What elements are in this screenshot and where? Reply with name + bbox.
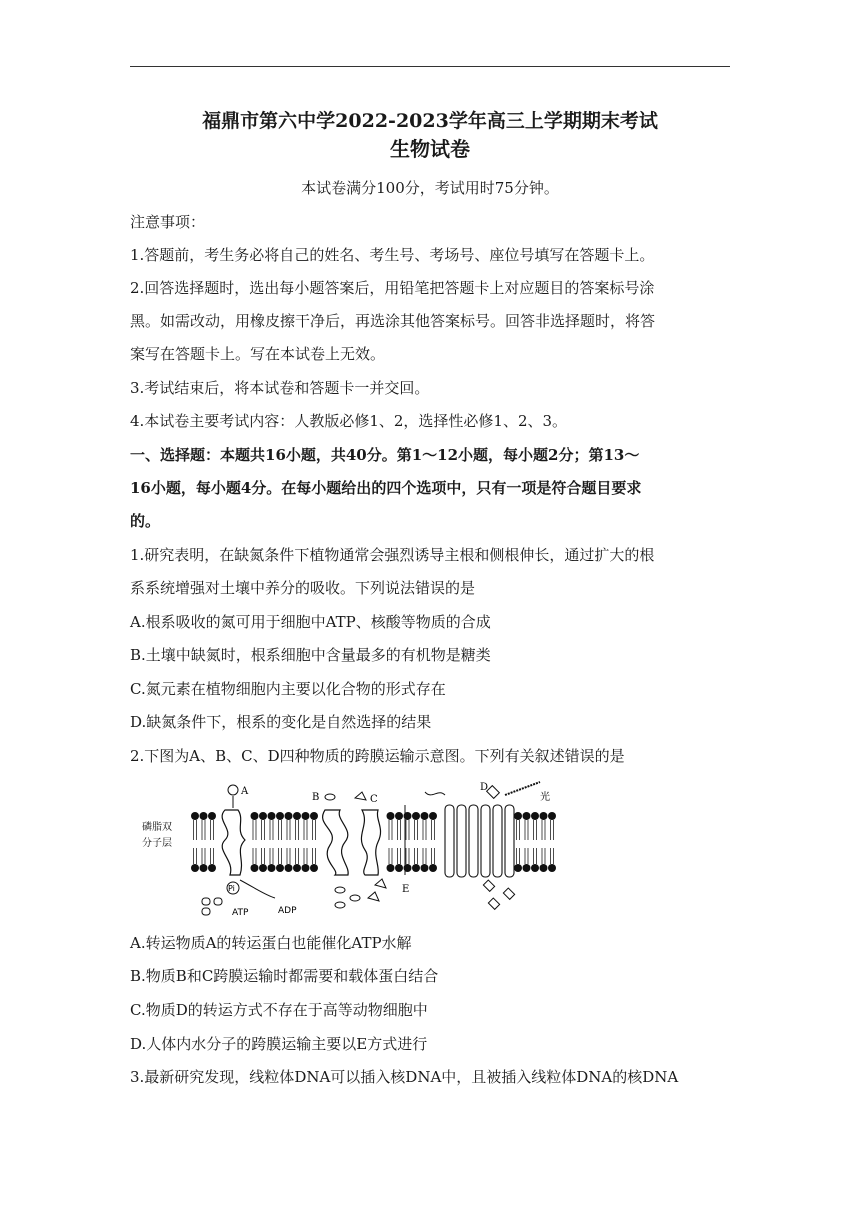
phospholipid-head <box>548 812 556 820</box>
notice-item: 黑。如需改动，用橡皮擦干净后，再选涂其他答案标号。回答非选择题时，将答 <box>130 312 656 330</box>
exam-subtitle: 生物试卷 <box>390 137 470 161</box>
layer-label-line2: 分子层 <box>142 838 172 849</box>
phospholipid-head <box>268 864 276 872</box>
notice-item: 案写在答题卡上。写在本试卷上无效。 <box>130 345 386 363</box>
question-option: C.氮元素在植物细胞内主要以化合物的形式存在 <box>130 680 446 698</box>
phospholipid-head <box>514 864 522 872</box>
phospholipid-head <box>285 812 293 820</box>
label-light: 光 <box>540 792 550 803</box>
protein-d-bundle <box>445 805 514 877</box>
protein-c-carrier <box>361 810 380 875</box>
phospholipid-head <box>387 812 395 820</box>
phospholipid-head <box>412 864 420 872</box>
molecule-d <box>487 786 500 799</box>
question-option: A.转运物质A的转运蛋白也能催化ATP水解 <box>130 934 412 952</box>
phospholipid-head <box>412 812 420 820</box>
layer-label-line1: 磷脂双 <box>142 822 172 833</box>
small-molecule <box>202 908 210 915</box>
question-option: C.物质D的转运方式不存在于高等动物细胞中 <box>130 1001 428 1019</box>
label-e: E <box>402 884 410 895</box>
light-ray <box>505 782 540 795</box>
section-heading: 16小题，每小题4分。在每小题给出的四个选项中，只有一项是符合题目要求 <box>130 479 642 497</box>
question-stem: 1.研究表明，在缺氮条件下植物通常会强烈诱导主根和侧根伸长，通过扩大的根 <box>130 546 655 564</box>
phospholipid-head <box>523 864 531 872</box>
notice-item: 2.回答选择题时，选出每小题答案后，用铅笔把答题卡上对应题目的答案标号涂 <box>130 279 655 297</box>
phospholipid-head <box>276 864 284 872</box>
question-stem: 系系统增强对土壤中养分的吸收。下列说法错误的是 <box>130 579 476 597</box>
question-option: B.物质B和C跨膜运输时都需要和载体蛋白结合 <box>130 967 439 985</box>
molecule-c-inside <box>368 892 379 901</box>
membrane-transport-figure <box>140 780 560 920</box>
label-b: B <box>312 792 320 803</box>
phospholipid-head <box>421 864 429 872</box>
phospholipid-head <box>387 864 395 872</box>
question-stem: 2.下图为A、B、C、D四种物质的跨膜运输示意图。下列有关叙述错误的是 <box>130 747 625 765</box>
phospholipid-head <box>285 864 293 872</box>
phospholipid-head <box>523 812 531 820</box>
phospholipid-head <box>251 864 259 872</box>
notice-heading: 注意事项： <box>130 213 206 231</box>
phospholipid-head <box>200 812 208 820</box>
phospholipid-head <box>293 812 301 820</box>
phospholipid-head <box>259 864 267 872</box>
notice-item: 4.本试卷主要考试内容：人教版必修1、2，选择性必修1、2、3。 <box>130 412 568 430</box>
score-note: 本试卷满分100分，考试用时75分钟。 <box>301 179 559 197</box>
phospholipid-head <box>268 812 276 820</box>
phospholipid-head <box>429 864 437 872</box>
label-d: D <box>480 782 489 793</box>
notice-item: 1.答题前，考生务必将自己的姓名、考生号、考场号、座位号填写在答题卡上。 <box>130 246 655 264</box>
phospholipid-head <box>293 864 301 872</box>
label-c: C <box>370 794 378 805</box>
phospholipid-head <box>276 812 284 820</box>
question-option: B.土壤中缺氮时，根系细胞中含量最多的有机物是糖类 <box>130 646 491 664</box>
molecule-d-inside <box>483 880 494 891</box>
question-stem: 3.最新研究发现，线粒体DNA可以插入核DNA中，且被插入线粒体DNA的核DNA <box>130 1068 679 1086</box>
phospholipid-head <box>514 812 522 820</box>
section-heading: 的。 <box>130 512 161 530</box>
phospholipid-head <box>395 812 403 820</box>
molecule-b <box>325 794 335 800</box>
exam-title: 福鼎市第六中学2022-2023学年高三上学期期末考试 <box>202 110 658 132</box>
header-rule <box>130 66 730 67</box>
phospholipid-head <box>548 864 556 872</box>
phospholipid-head <box>302 812 310 820</box>
small-molecule <box>202 898 210 905</box>
phospholipid-head <box>259 812 267 820</box>
phospholipid-head <box>429 812 437 820</box>
molecule-c-inside <box>375 879 386 888</box>
phospholipid-head <box>200 864 208 872</box>
protein-d-loop <box>425 792 445 795</box>
small-molecule <box>214 898 222 905</box>
phospholipid-head <box>251 812 259 820</box>
label-atp: ATP <box>232 908 249 918</box>
phospholipid-head <box>191 864 199 872</box>
phospholipid-head <box>395 864 403 872</box>
molecule-b-inside <box>335 887 345 893</box>
label-a: A <box>241 786 249 797</box>
molecule-b-inside <box>350 895 360 901</box>
molecule-c <box>355 792 366 800</box>
question-option: A.根系吸收的氮可用于细胞中ATP、核酸等物质的合成 <box>130 613 491 631</box>
protein-a-carrier <box>222 810 245 875</box>
phospholipid-head <box>310 812 318 820</box>
phospholipid-head <box>302 864 310 872</box>
molecule-b-inside <box>335 902 345 908</box>
phospholipid-head <box>531 864 539 872</box>
molecule-d-inside <box>488 898 499 909</box>
question-option: D.缺氮条件下，根系的变化是自然选择的结果 <box>130 713 432 731</box>
protein-b-carrier <box>323 810 349 875</box>
question-option: D.人体内水分子的跨膜运输主要以E方式进行 <box>130 1035 428 1053</box>
section-heading: 一、选择题：本题共16小题，共40分。第1～12小题，每小题2分；第13～ <box>130 446 640 464</box>
phospholipid-head <box>540 812 548 820</box>
molecule-a <box>228 785 238 795</box>
phospholipid-head <box>540 864 548 872</box>
notice-item: 3.考试结束后，将本试卷和答题卡一并交回。 <box>130 379 430 397</box>
phospholipid-head <box>421 812 429 820</box>
phospholipid-head <box>191 812 199 820</box>
molecule-d-inside <box>503 888 514 899</box>
label-adp: ADP <box>278 906 297 916</box>
phospholipid-head <box>208 864 216 872</box>
phospholipid-head <box>531 812 539 820</box>
phospholipid-head <box>310 864 318 872</box>
adp-arrow <box>240 880 275 898</box>
phospholipid-head <box>208 812 216 820</box>
label-pi: Pi <box>228 884 235 893</box>
